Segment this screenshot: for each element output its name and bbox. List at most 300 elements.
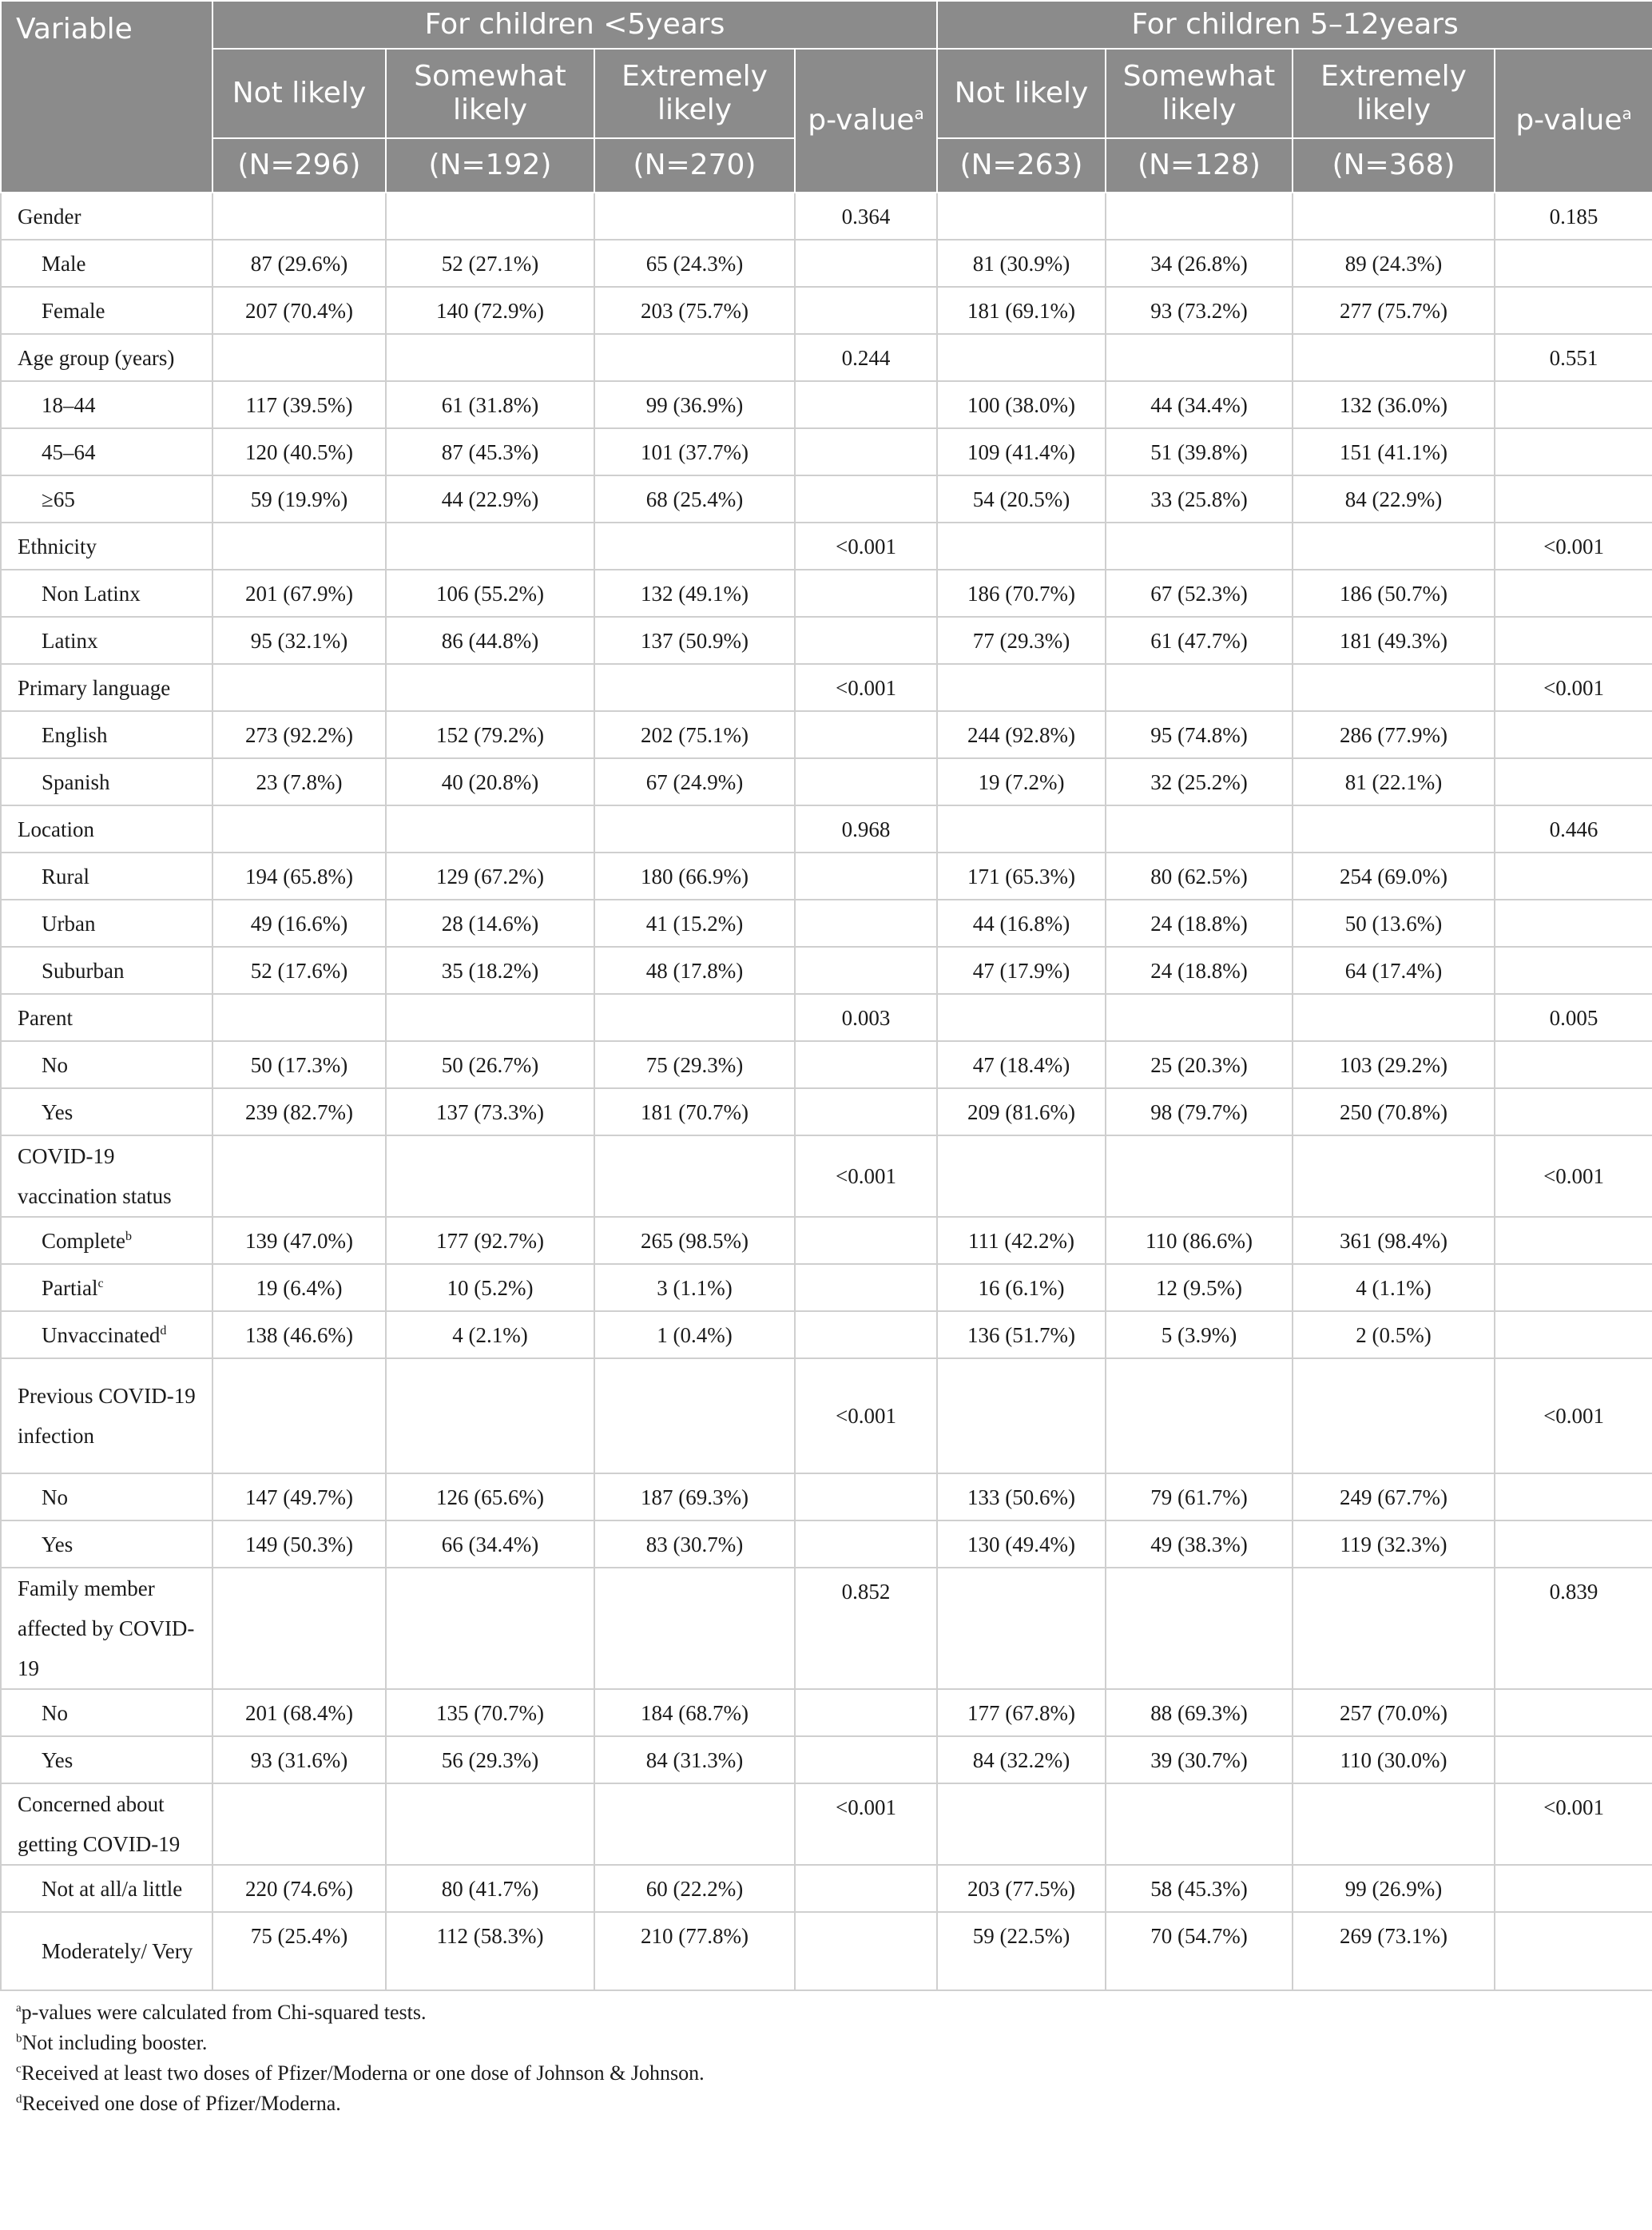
p-value-cell: 0.185 — [1495, 193, 1652, 240]
value-cell: 181 (69.1%) — [937, 287, 1106, 334]
row-label-text: 18–44 — [42, 392, 96, 417]
header-extremely-likely-1: Extremely likely — [594, 49, 795, 138]
value-cell: 112 (58.3%) — [386, 1912, 594, 1990]
footnote — [16, 2089, 1638, 2119]
table-row — [1, 1264, 1652, 1311]
header-n-3: (N=270) — [594, 138, 795, 193]
empty-cell — [1106, 193, 1293, 240]
value-cell: 44 (34.4%) — [1106, 381, 1293, 428]
value-cell: 16 (6.1%) — [937, 1264, 1106, 1311]
category-label: Previous COVID-19 infection — [1, 1358, 212, 1473]
row-label — [1, 711, 212, 758]
empty-cell — [386, 994, 594, 1041]
table-row — [1, 1311, 1652, 1358]
row-label-text: ≥65 — [42, 487, 75, 511]
empty-cell — [1495, 475, 1652, 523]
value-cell: 151 (41.1%) — [1293, 428, 1495, 475]
empty-cell — [594, 334, 795, 381]
value-cell: 186 (70.7%) — [937, 570, 1106, 617]
value-cell: 98 (79.7%) — [1106, 1088, 1293, 1135]
table-row — [1, 1041, 1652, 1088]
table-row — [1, 1473, 1652, 1520]
header-group-under-5: For children <5years — [212, 1, 937, 49]
empty-cell — [594, 805, 795, 853]
row-label-text: Unvaccinated — [42, 1322, 161, 1347]
table-row — [1, 947, 1652, 994]
value-cell: 32 (25.2%) — [1106, 758, 1293, 805]
empty-cell — [1293, 334, 1495, 381]
empty-cell — [386, 1135, 594, 1217]
empty-cell — [937, 1783, 1106, 1865]
empty-cell — [1495, 1912, 1652, 1990]
value-cell: 244 (92.8%) — [937, 711, 1106, 758]
value-cell: 106 (55.2%) — [386, 570, 594, 617]
value-cell: 149 (50.3%) — [212, 1520, 386, 1568]
value-cell: 33 (25.8%) — [1106, 475, 1293, 523]
empty-cell — [1293, 1783, 1495, 1865]
footnote-text: p-values were calculated from Chi-squared tests. — [21, 2001, 427, 2024]
empty-cell — [1495, 1865, 1652, 1912]
value-cell: 60 (22.2%) — [594, 1865, 795, 1912]
empty-cell — [795, 1865, 937, 1912]
table-category-row — [1, 193, 1652, 240]
empty-cell — [795, 1088, 937, 1135]
value-cell: 95 (74.8%) — [1106, 711, 1293, 758]
empty-cell — [594, 1568, 795, 1689]
empty-cell — [1293, 193, 1495, 240]
row-label — [1, 428, 212, 475]
empty-cell — [1106, 1568, 1293, 1689]
table-row — [1, 617, 1652, 664]
value-cell: 132 (36.0%) — [1293, 381, 1495, 428]
value-cell: 52 (17.6%) — [212, 947, 386, 994]
empty-cell — [212, 994, 386, 1041]
empty-cell — [212, 334, 386, 381]
row-label-text: Yes — [42, 1099, 73, 1124]
row-label — [1, 947, 212, 994]
value-cell: 130 (49.4%) — [937, 1520, 1106, 1568]
p-value-cell: 0.968 — [795, 805, 937, 853]
row-label-text: Spanish — [42, 769, 110, 794]
table-category-row — [1, 1358, 1652, 1473]
category-label: Age group (years) — [1, 334, 212, 381]
value-cell: 75 (25.4%) — [212, 1912, 386, 1990]
footnote — [16, 1997, 1638, 2028]
table-row — [1, 428, 1652, 475]
value-cell: 23 (7.8%) — [212, 758, 386, 805]
row-label — [1, 1264, 212, 1311]
p-value-cell: <0.001 — [1495, 664, 1652, 711]
value-cell: 47 (17.9%) — [937, 947, 1106, 994]
empty-cell — [795, 570, 937, 617]
empty-cell — [212, 1135, 386, 1217]
table-row — [1, 287, 1652, 334]
value-cell: 79 (61.7%) — [1106, 1473, 1293, 1520]
value-cell: 103 (29.2%) — [1293, 1041, 1495, 1088]
empty-cell — [1495, 1217, 1652, 1264]
empty-cell — [795, 1520, 937, 1568]
table-category-row — [1, 334, 1652, 381]
value-cell: 34 (26.8%) — [1106, 240, 1293, 287]
header-n-5: (N=128) — [1106, 138, 1293, 193]
empty-cell — [1106, 1358, 1293, 1473]
footnotes — [16, 1997, 1638, 2119]
row-label-text: No — [42, 1485, 68, 1509]
row-label — [1, 1912, 212, 1990]
empty-cell — [1293, 1135, 1495, 1217]
empty-cell — [212, 805, 386, 853]
value-cell: 181 (70.7%) — [594, 1088, 795, 1135]
value-cell: 86 (44.8%) — [386, 617, 594, 664]
header-variable: Variable — [1, 1, 212, 193]
header-n-6: (N=368) — [1293, 138, 1495, 193]
empty-cell — [594, 523, 795, 570]
empty-cell — [1495, 1689, 1652, 1736]
row-label — [1, 1865, 212, 1912]
value-cell: 239 (82.7%) — [212, 1088, 386, 1135]
empty-cell — [795, 1264, 937, 1311]
value-cell: 84 (31.3%) — [594, 1736, 795, 1783]
value-cell: 24 (18.8%) — [1106, 900, 1293, 947]
footnote-marker: b — [16, 2032, 22, 2045]
empty-cell — [795, 287, 937, 334]
value-cell: 137 (73.3%) — [386, 1088, 594, 1135]
p-value-cell: <0.001 — [795, 523, 937, 570]
value-cell: 39 (30.7%) — [1106, 1736, 1293, 1783]
value-cell: 181 (49.3%) — [1293, 617, 1495, 664]
table-category-row — [1, 805, 1652, 853]
value-cell: 126 (65.6%) — [386, 1473, 594, 1520]
value-cell: 265 (98.5%) — [594, 1217, 795, 1264]
value-cell: 137 (50.9%) — [594, 617, 795, 664]
empty-cell — [937, 193, 1106, 240]
empty-cell — [1495, 1520, 1652, 1568]
row-label — [1, 1217, 212, 1264]
row-label — [1, 1520, 212, 1568]
value-cell: 84 (22.9%) — [1293, 475, 1495, 523]
table-row — [1, 1520, 1652, 1568]
row-label-text: Yes — [42, 1747, 73, 1772]
empty-cell — [212, 523, 386, 570]
value-cell: 75 (29.3%) — [594, 1041, 795, 1088]
value-cell: 2 (0.5%) — [1293, 1311, 1495, 1358]
row-label-footnote-marker: d — [160, 1323, 167, 1338]
p-value-cell: 0.852 — [795, 1568, 937, 1689]
row-label — [1, 853, 212, 900]
header-pvalue-1-text: p-value — [808, 104, 915, 137]
p-value-cell: <0.001 — [1495, 523, 1652, 570]
header-not-likely-1: Not likely — [212, 49, 386, 138]
header-pvalue-2 — [1495, 49, 1652, 193]
footnote-marker: c — [16, 2062, 22, 2076]
value-cell: 140 (72.9%) — [386, 287, 594, 334]
value-cell: 119 (32.3%) — [1293, 1520, 1495, 1568]
footnote-text: Received at least two doses of Pfizer/Moderna or one dose of Johnson & Johnson. — [21, 2061, 705, 2085]
p-value-cell: 0.005 — [1495, 994, 1652, 1041]
empty-cell — [1495, 428, 1652, 475]
value-cell: 132 (49.1%) — [594, 570, 795, 617]
value-cell: 66 (34.4%) — [386, 1520, 594, 1568]
p-value-cell: 0.364 — [795, 193, 937, 240]
footnote-marker: d — [16, 2093, 22, 2106]
row-label — [1, 1689, 212, 1736]
row-label — [1, 1473, 212, 1520]
value-cell: 100 (38.0%) — [937, 381, 1106, 428]
row-label — [1, 1311, 212, 1358]
row-label — [1, 758, 212, 805]
empty-cell — [1495, 1311, 1652, 1358]
table-category-row — [1, 1783, 1652, 1865]
header-not-likely-2: Not likely — [937, 49, 1106, 138]
value-cell: 203 (75.7%) — [594, 287, 795, 334]
value-cell: 25 (20.3%) — [1106, 1041, 1293, 1088]
table-header — [1, 1, 1652, 193]
value-cell: 59 (22.5%) — [937, 1912, 1106, 1990]
table-category-row — [1, 523, 1652, 570]
empty-cell — [1293, 1568, 1495, 1689]
value-cell: 186 (50.7%) — [1293, 570, 1495, 617]
value-cell: 67 (24.9%) — [594, 758, 795, 805]
value-cell: 77 (29.3%) — [937, 617, 1106, 664]
category-label: Location — [1, 805, 212, 853]
table-row — [1, 1736, 1652, 1783]
value-cell: 201 (68.4%) — [212, 1689, 386, 1736]
empty-cell — [795, 1217, 937, 1264]
p-value-cell: <0.001 — [1495, 1135, 1652, 1217]
table-category-row — [1, 664, 1652, 711]
empty-cell — [795, 758, 937, 805]
empty-cell — [795, 1689, 937, 1736]
value-cell: 1 (0.4%) — [594, 1311, 795, 1358]
value-cell: 257 (70.0%) — [1293, 1689, 1495, 1736]
empty-cell — [1106, 523, 1293, 570]
row-label — [1, 570, 212, 617]
empty-cell — [1106, 334, 1293, 381]
empty-cell — [1293, 523, 1495, 570]
empty-cell — [1495, 287, 1652, 334]
value-cell: 44 (22.9%) — [386, 475, 594, 523]
empty-cell — [795, 1311, 937, 1358]
value-cell: 135 (70.7%) — [386, 1689, 594, 1736]
row-label-footnote-marker: c — [97, 1276, 104, 1290]
value-cell: 51 (39.8%) — [1106, 428, 1293, 475]
value-cell: 40 (20.8%) — [386, 758, 594, 805]
table-category-row — [1, 1135, 1652, 1217]
empty-cell — [1106, 1135, 1293, 1217]
value-cell: 28 (14.6%) — [386, 900, 594, 947]
row-label-text: Rural — [42, 864, 89, 888]
empty-cell — [1495, 240, 1652, 287]
empty-cell — [937, 805, 1106, 853]
empty-cell — [386, 334, 594, 381]
value-cell: 49 (38.3%) — [1106, 1520, 1293, 1568]
value-cell: 70 (54.7%) — [1106, 1912, 1293, 1990]
header-n-1: (N=296) — [212, 138, 386, 193]
value-cell: 187 (69.3%) — [594, 1473, 795, 1520]
table-row — [1, 1689, 1652, 1736]
p-value-cell: 0.551 — [1495, 334, 1652, 381]
empty-cell — [795, 1736, 937, 1783]
empty-cell — [1293, 1358, 1495, 1473]
value-cell: 101 (37.7%) — [594, 428, 795, 475]
row-label-text: Moderately/ Very — [42, 1939, 193, 1963]
row-label-text: Male — [42, 251, 86, 276]
empty-cell — [1293, 994, 1495, 1041]
empty-cell — [795, 711, 937, 758]
value-cell: 44 (16.8%) — [937, 900, 1106, 947]
value-cell: 254 (69.0%) — [1293, 853, 1495, 900]
value-cell: 138 (46.6%) — [212, 1311, 386, 1358]
value-cell: 68 (25.4%) — [594, 475, 795, 523]
row-label-text: 45–64 — [42, 439, 96, 464]
row-label — [1, 1041, 212, 1088]
value-cell: 177 (67.8%) — [937, 1689, 1106, 1736]
p-value-cell: 0.446 — [1495, 805, 1652, 853]
empty-cell — [386, 1568, 594, 1689]
p-value-cell: <0.001 — [795, 1358, 937, 1473]
empty-cell — [1495, 1088, 1652, 1135]
value-cell: 61 (47.7%) — [1106, 617, 1293, 664]
row-label — [1, 617, 212, 664]
row-label — [1, 381, 212, 428]
value-cell: 80 (62.5%) — [1106, 853, 1293, 900]
p-value-cell: <0.001 — [1495, 1783, 1652, 1865]
p-value-cell: <0.001 — [1495, 1358, 1652, 1473]
header-pvalue-2-sup: a — [1622, 104, 1632, 123]
value-cell: 277 (75.7%) — [1293, 287, 1495, 334]
value-cell: 201 (67.9%) — [212, 570, 386, 617]
value-cell: 152 (79.2%) — [386, 711, 594, 758]
value-cell: 56 (29.3%) — [386, 1736, 594, 1783]
value-cell: 120 (40.5%) — [212, 428, 386, 475]
empty-cell — [212, 1358, 386, 1473]
footnote — [16, 2028, 1638, 2058]
value-cell: 19 (6.4%) — [212, 1264, 386, 1311]
value-cell: 194 (65.8%) — [212, 853, 386, 900]
empty-cell — [1495, 853, 1652, 900]
row-label-text: Complete — [42, 1228, 125, 1253]
row-label — [1, 1088, 212, 1135]
value-cell: 64 (17.4%) — [1293, 947, 1495, 994]
row-label-text: Suburban — [42, 958, 125, 983]
value-cell: 3 (1.1%) — [594, 1264, 795, 1311]
category-label: COVID-19 vaccination status — [1, 1135, 212, 1217]
value-cell: 24 (18.8%) — [1106, 947, 1293, 994]
table-row — [1, 1088, 1652, 1135]
empty-cell — [386, 1783, 594, 1865]
value-cell: 110 (86.6%) — [1106, 1217, 1293, 1264]
value-cell: 273 (92.2%) — [212, 711, 386, 758]
table-row — [1, 900, 1652, 947]
row-label — [1, 900, 212, 947]
value-cell: 67 (52.3%) — [1106, 570, 1293, 617]
value-cell: 81 (22.1%) — [1293, 758, 1495, 805]
empty-cell — [386, 805, 594, 853]
empty-cell — [386, 1358, 594, 1473]
empty-cell — [937, 1358, 1106, 1473]
table-category-row — [1, 1568, 1652, 1689]
value-cell: 93 (31.6%) — [212, 1736, 386, 1783]
table-row — [1, 240, 1652, 287]
empty-cell — [1495, 900, 1652, 947]
footnote-text: Received one dose of Pfizer/Moderna. — [22, 2092, 341, 2115]
empty-cell — [1495, 570, 1652, 617]
value-cell: 99 (26.9%) — [1293, 1865, 1495, 1912]
empty-cell — [1106, 805, 1293, 853]
value-cell: 80 (41.7%) — [386, 1865, 594, 1912]
value-cell: 171 (65.3%) — [937, 853, 1106, 900]
row-label-text: No — [42, 1700, 68, 1725]
header-somewhat-likely-2: Somewhat likely — [1106, 49, 1293, 138]
value-cell: 133 (50.6%) — [937, 1473, 1106, 1520]
row-label — [1, 1736, 212, 1783]
empty-cell — [795, 381, 937, 428]
empty-cell — [937, 334, 1106, 381]
header-group-5-12: For children 5–12years — [937, 1, 1652, 49]
empty-cell — [1495, 617, 1652, 664]
empty-cell — [937, 523, 1106, 570]
empty-cell — [795, 617, 937, 664]
category-label: Family member affected by COVID-19 — [1, 1568, 212, 1689]
value-cell: 136 (51.7%) — [937, 1311, 1106, 1358]
empty-cell — [937, 664, 1106, 711]
footnote-text: Not including booster. — [22, 2031, 208, 2054]
value-cell: 87 (45.3%) — [386, 428, 594, 475]
value-cell: 87 (29.6%) — [212, 240, 386, 287]
value-cell: 10 (5.2%) — [386, 1264, 594, 1311]
p-value-cell: <0.001 — [795, 1783, 937, 1865]
table-row — [1, 570, 1652, 617]
row-label-text: Partial — [42, 1275, 98, 1300]
category-label: Gender — [1, 193, 212, 240]
header-pvalue-1-sup: a — [914, 104, 924, 123]
value-cell: 52 (27.1%) — [386, 240, 594, 287]
empty-cell — [795, 428, 937, 475]
value-cell: 54 (20.5%) — [937, 475, 1106, 523]
row-label-text: Yes — [42, 1532, 73, 1556]
value-cell: 5 (3.9%) — [1106, 1311, 1293, 1358]
value-cell: 81 (30.9%) — [937, 240, 1106, 287]
value-cell: 99 (36.9%) — [594, 381, 795, 428]
value-cell: 250 (70.8%) — [1293, 1088, 1495, 1135]
empty-cell — [594, 664, 795, 711]
header-n-4: (N=263) — [937, 138, 1106, 193]
row-label-text: No — [42, 1052, 68, 1077]
empty-cell — [795, 1912, 937, 1990]
empty-cell — [937, 1568, 1106, 1689]
value-cell: 49 (16.6%) — [212, 900, 386, 947]
value-cell: 4 (1.1%) — [1293, 1264, 1495, 1311]
value-cell: 84 (32.2%) — [937, 1736, 1106, 1783]
table-row — [1, 711, 1652, 758]
empty-cell — [386, 193, 594, 240]
empty-cell — [594, 193, 795, 240]
value-cell: 209 (81.6%) — [937, 1088, 1106, 1135]
empty-cell — [1293, 805, 1495, 853]
table-row — [1, 1217, 1652, 1264]
value-cell: 203 (77.5%) — [937, 1865, 1106, 1912]
empty-cell — [1495, 1736, 1652, 1783]
header-extremely-likely-2: Extremely likely — [1293, 49, 1495, 138]
value-cell: 269 (73.1%) — [1293, 1912, 1495, 1990]
value-cell: 93 (73.2%) — [1106, 287, 1293, 334]
empty-cell — [1495, 1264, 1652, 1311]
empty-cell — [795, 1041, 937, 1088]
p-value-cell: 0.244 — [795, 334, 937, 381]
empty-cell — [1106, 994, 1293, 1041]
empty-cell — [795, 853, 937, 900]
value-cell: 61 (31.8%) — [386, 381, 594, 428]
